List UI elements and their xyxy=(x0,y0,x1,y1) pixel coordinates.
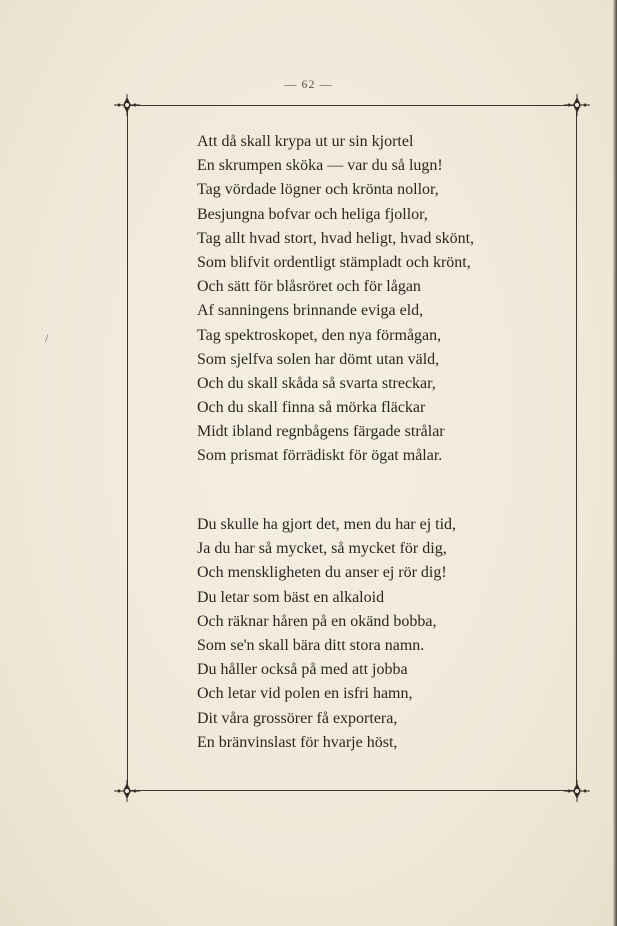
poem-line: Dit våra grossörer få exportera, xyxy=(197,709,398,727)
poem-line: Du håller också på med att jobba xyxy=(197,661,408,679)
poem-stanza-1 xyxy=(197,130,474,469)
poem-line: Du skulle ha gjort det, men du har ej tid, xyxy=(197,516,457,533)
poem-line: Tag spektroskopet, den nya förmågan, xyxy=(197,326,442,344)
margin-pencil-mark-icon: / xyxy=(45,331,49,345)
corner-ornament-icon xyxy=(114,92,140,118)
poem-stanza-2 xyxy=(197,513,456,755)
poem-line: Som se'n skall bära ditt stora namn. xyxy=(197,636,425,654)
poem-line: Som prismat förrädiskt för ögat målar. xyxy=(197,447,443,465)
poem-line: Och du skall skåda så svarta streckar, xyxy=(197,374,436,392)
poem-line: Som blifvit ordentligt stämpladt och krönt, xyxy=(197,253,471,271)
poem-line: En bränvinslast för hvarje höst, xyxy=(197,733,398,751)
corner-ornament-icon xyxy=(114,778,140,804)
poem-line: Midt ibland regnbågens färgade strålar xyxy=(197,423,445,441)
poem-line: Och sätt för blåsröret och för lågan xyxy=(197,278,421,296)
poem-line: Och menskligheten du anser ej rör dig! xyxy=(197,564,447,582)
corner-ornament-icon xyxy=(564,778,590,804)
poem-line: Tag vördade lögner och krönta nollor, xyxy=(197,181,439,199)
poem-line: Tag allt hvad stort, hvad heligt, hvad skönt, xyxy=(197,229,475,247)
page-edge xyxy=(613,0,617,926)
poem-line: Besjungna bofvar och heliga fjollor, xyxy=(197,205,428,223)
poem-line: Som sjelfva solen har dömt utan väld, xyxy=(197,350,440,368)
poem-line: Ja du har så mycket, så mycket för dig, xyxy=(197,540,447,558)
poem-line: Att då skall krypa ut ur sin kjortel xyxy=(197,133,414,150)
corner-ornament-icon xyxy=(564,92,590,118)
poem-line: Och räknar håren på en okänd bobba, xyxy=(197,612,437,630)
poem-line: En skrumpen sköka — var du så lugn! xyxy=(197,157,443,175)
poem-line: Af sanningens brinnande eviga eld, xyxy=(197,302,424,320)
poem-line: Du letar som bäst en alkaloid xyxy=(197,588,385,606)
page-number: — 62 — xyxy=(284,77,333,91)
poem-line: Och letar vid polen en isfri hamn, xyxy=(197,685,413,703)
poem-line: Och du skall finna så mörka fläckar xyxy=(197,399,426,417)
